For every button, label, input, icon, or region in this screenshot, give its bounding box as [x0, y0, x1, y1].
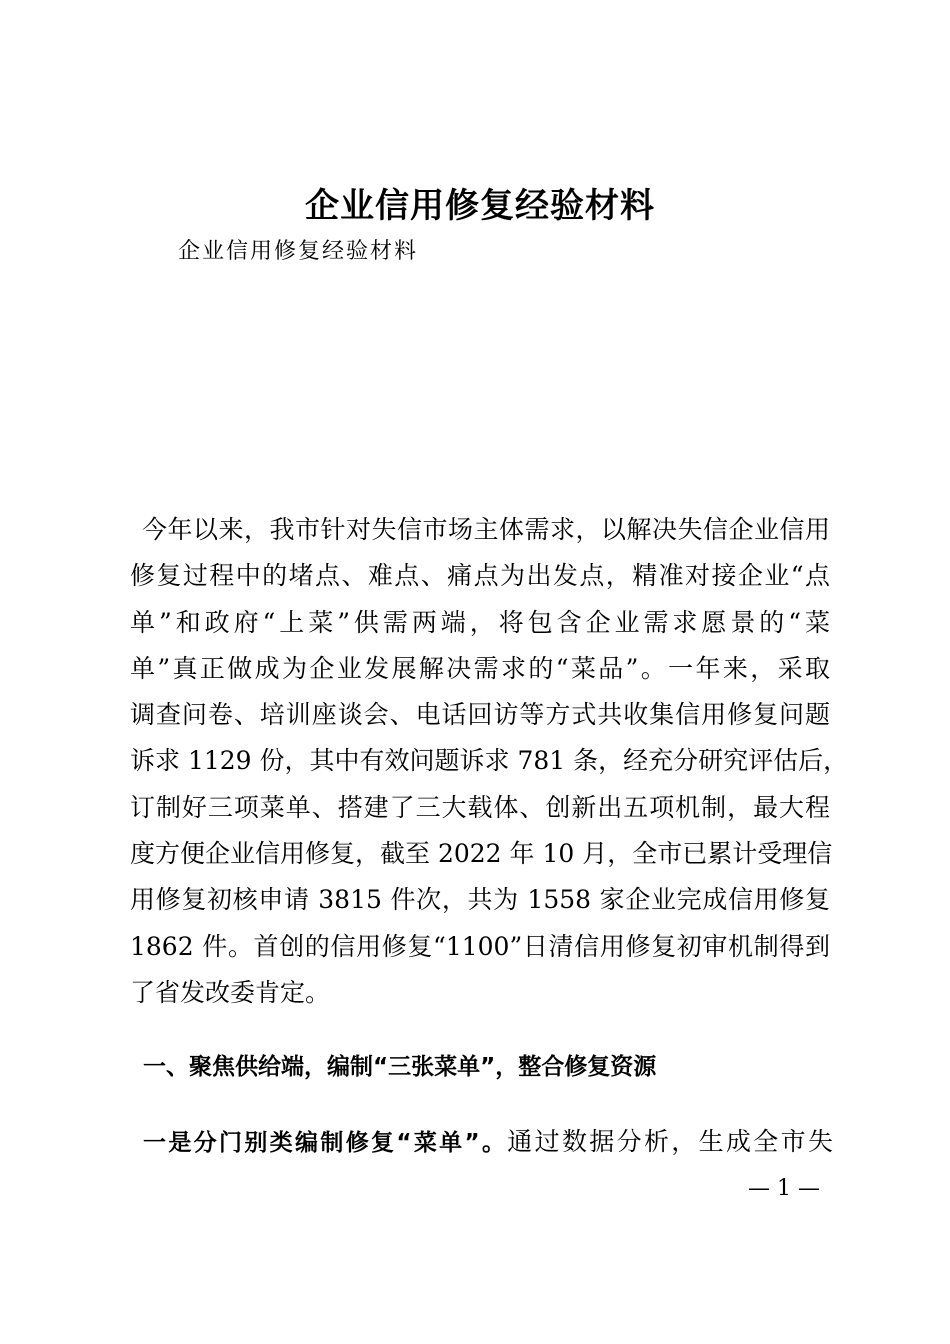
document-title: 企业信用修复经验材料 [305, 186, 655, 226]
paragraph-line: 度方便企业信用修复，截至 2022 年 10 月，全市已累计受理信 [130, 839, 833, 869]
paragraph-line: 1862 件。首创的信用修复“1100”日清信用修复初审机制得到 [130, 931, 830, 961]
document-subtitle: 企业信用修复经验材料 [178, 239, 419, 264]
paragraph-line: 今年以来，我市针对失信市场主体需求，以解决失信企业信用 [142, 515, 830, 544]
paragraph-line: 修复过程中的堵点、难点、痛点为出发点，精准对接企业“点 [130, 561, 830, 591]
intro-paragraph [130, 510, 849, 1019]
subsection-lead: 一是分门别类编制修复“菜单”。 [143, 1130, 508, 1156]
section-heading: 一、聚焦供给端，编制“三张菜单”，整合修复资源 [143, 1054, 657, 1080]
paragraph-line: 调查问卷、培训座谈会、电话回访等方式共收集信用修复问题 [130, 700, 830, 730]
paragraph-line: 订制好三项菜单、搭建了三大载体、创新出五项机制，最大程 [130, 792, 830, 822]
paragraph-line: 用修复初核申请 3815 件次，共为 1558 家企业完成信用修复 [130, 885, 830, 915]
paragraph-line: 单”真正做成为企业发展解决需求的“菜品”。一年来，采取 [130, 653, 830, 683]
paragraph-line: 了省发改委肯定。 [130, 977, 331, 1007]
subsection-paragraph [143, 1122, 833, 1158]
page-number: — 1 — [748, 1176, 820, 1201]
paragraph-line: 单”和政府“上菜”供需两端，将包含企业需求愿景的“菜 [130, 607, 830, 637]
subsection-text: 通过数据分析，生成全市失 [507, 1127, 833, 1156]
paragraph-line: 诉求 1129 份，其中有效问题诉求 781 条，经充分研究评估后， [130, 746, 849, 776]
